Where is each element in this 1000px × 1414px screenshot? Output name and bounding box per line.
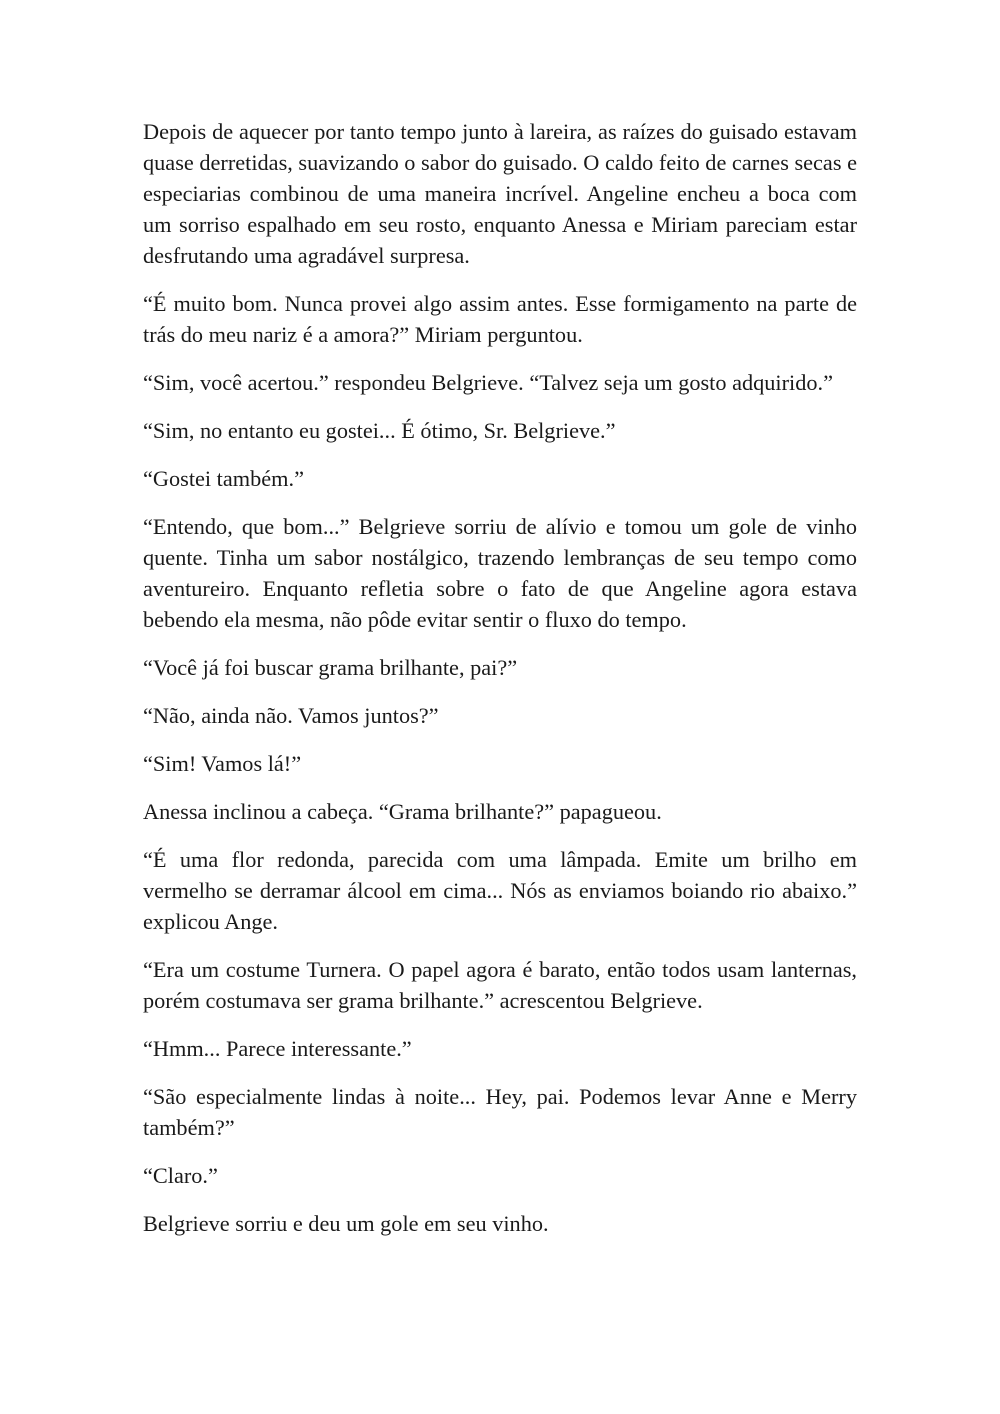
- paragraph: “São especialmente lindas à noite... Hey, pai. Podemos levar Anne e Merry também?”: [143, 1084, 857, 1140]
- paragraph: “Sim! Vamos lá!”: [143, 751, 302, 776]
- paragraph: “Sim, você acertou.” respondeu Belgrieve. “Talvez seja um gosto adquirido.”: [143, 370, 834, 395]
- paragraph: “Hmm... Parece interessante.”: [143, 1036, 412, 1061]
- document-page: [143, 116, 857, 1256]
- paragraph: “Você já foi buscar grama brilhante, pai?”: [143, 655, 518, 680]
- paragraph: Belgrieve sorriu e deu um gole em seu vinho.: [143, 1211, 549, 1236]
- paragraph: “É uma flor redonda, parecida com uma lâmpada. Emite um brilho em vermelho se derramar álcool em cima... Nós as enviamos boiando rio abaixo.” explicou Ange.: [143, 847, 857, 934]
- paragraph: Anessa inclinou a cabeça. “Grama brilhante?” papagueou.: [143, 799, 662, 824]
- paragraph: “Gostei também.”: [143, 466, 304, 491]
- paragraph: “Claro.”: [143, 1163, 218, 1188]
- paragraph: “Sim, no entanto eu gostei... É ótimo, Sr. Belgrieve.”: [143, 418, 616, 443]
- paragraph: “Era um costume Turnera. O papel agora é barato, então todos usam lanternas, porém costumava ser grama brilhante.” acrescentou Belgrieve.: [143, 957, 857, 1013]
- paragraph: Depois de aquecer por tanto tempo junto à lareira, as raízes do guisado estavam quase derretidas, suavizando o sabor do guisado. O caldo feito de carnes secas e especiarias combinou de uma maneira incrível. Angeline encheu a boca com um sorriso espalhado em seu rosto, enquanto Anessa e Miriam pareciam estar desfrutando uma agradável surpresa.: [143, 119, 857, 268]
- paragraph: “Entendo, que bom...” Belgrieve sorriu de alívio e tomou um gole de vinho quente. Tinha um sabor nostálgico, trazendo lembranças de seu tempo como aventureiro. Enquanto refletia sobre o fato de que Angeline agora estava bebendo ela mesma, não pôde evitar sentir o fluxo do tempo.: [143, 514, 857, 632]
- paragraph: “Não, ainda não. Vamos juntos?”: [143, 703, 439, 728]
- paragraph: “É muito bom. Nunca provei algo assim antes. Esse formigamento na parte de trás do meu nariz é a amora?” Miriam perguntou.: [143, 291, 857, 347]
